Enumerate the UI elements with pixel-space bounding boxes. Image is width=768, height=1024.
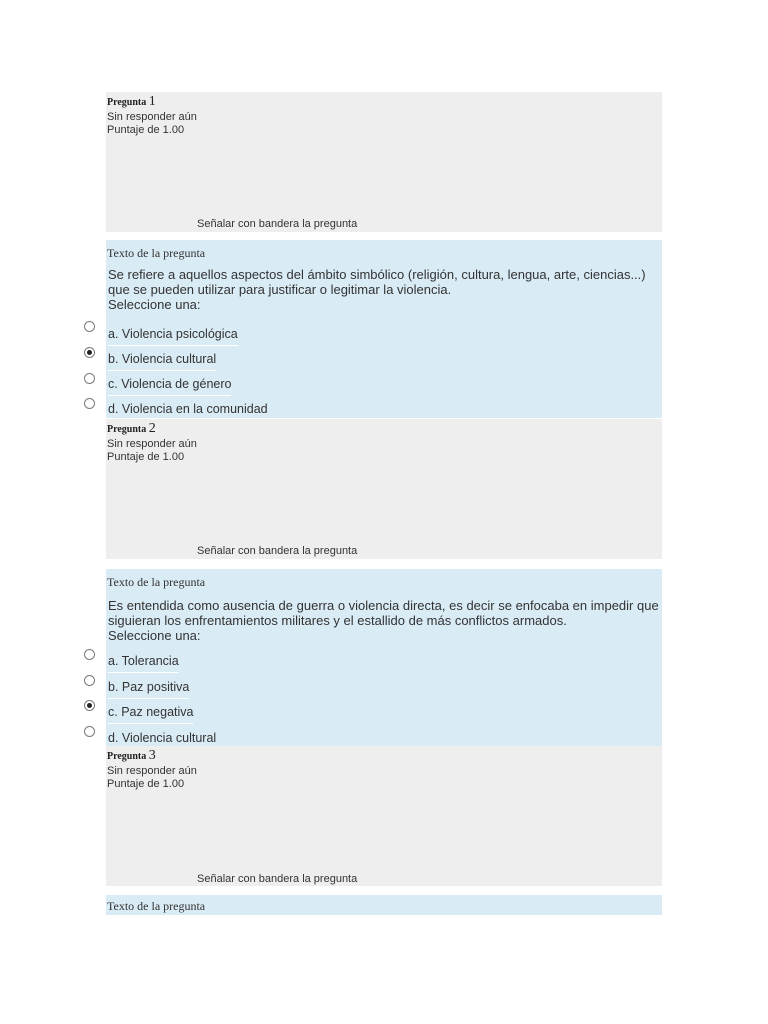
question-status: Sin responder aún	[107, 765, 197, 777]
question-text	[108, 598, 660, 643]
select-one-prompt: Seleccione una:	[108, 628, 201, 643]
answer-option-d[interactable]: d. Violencia cultural	[108, 731, 216, 750]
question-text-body: Se refiere a aquellos aspectos del ámbito simbólico (religión, cultura, lengua, arte, ciencias...) que se pueden utilizar para justificar o legitimar la violencia.	[108, 267, 646, 297]
question-content-1	[106, 240, 662, 418]
question-info-1	[106, 92, 662, 232]
question-heading	[107, 94, 156, 110]
question-number: 1	[148, 94, 156, 109]
radio-option-a[interactable]	[84, 649, 95, 660]
question-info-2	[106, 419, 662, 559]
radio-option-d[interactable]	[84, 398, 95, 409]
radio-option-d[interactable]	[84, 726, 95, 737]
question-label: Pregunta	[107, 751, 147, 762]
answer-option-c[interactable]: c. Violencia de género	[108, 377, 231, 396]
radio-option-b[interactable]	[84, 675, 95, 686]
question-label: Pregunta	[107, 97, 147, 108]
question-number: 3	[148, 748, 156, 763]
question-number: 2	[148, 421, 156, 436]
question-status: Sin responder aún	[107, 111, 197, 123]
flag-question-link[interactable]: Señalar con bandera la pregunta	[197, 873, 358, 885]
answer-option-a[interactable]: a. Violencia psicológica	[108, 327, 238, 346]
question-score: Puntaje de 1.00	[107, 451, 185, 463]
question-score: Puntaje de 1.00	[107, 778, 185, 790]
radio-option-b[interactable]	[84, 347, 95, 358]
question-label: Pregunta	[107, 424, 147, 435]
answer-option-a[interactable]: a. Tolerancia	[108, 654, 179, 673]
answer-option-c[interactable]: c. Paz negativa	[108, 705, 193, 724]
question-content-2	[106, 569, 662, 746]
flag-question-link[interactable]: Señalar con bandera la pregunta	[197, 218, 358, 230]
radio-option-c[interactable]	[84, 700, 95, 711]
select-one-prompt: Seleccione una:	[108, 297, 201, 312]
question-text-body: Es entendida como ausencia de guerra o violencia directa, es decir se enfocaba en impedir que siguieran los enfrentamientos militares y el estallido de más conflictos armados.	[108, 598, 659, 628]
answer-option-b[interactable]: b. Violencia cultural	[108, 352, 216, 371]
radio-option-c[interactable]	[84, 373, 95, 384]
question-text-title: Texto de la pregunta	[107, 899, 206, 913]
question-content-3	[106, 895, 662, 915]
question-heading	[107, 748, 156, 764]
question-text-title: Texto de la pregunta	[107, 246, 206, 260]
answer-option-b[interactable]: b. Paz positiva	[108, 680, 189, 699]
question-score: Puntaje de 1.00	[107, 124, 185, 136]
question-heading	[107, 421, 156, 437]
question-text	[108, 267, 660, 312]
question-status: Sin responder aún	[107, 438, 197, 450]
answer-option-d[interactable]: d. Violencia en la comunidad	[108, 402, 268, 421]
radio-option-a[interactable]	[84, 321, 95, 332]
flag-question-link[interactable]: Señalar con bandera la pregunta	[197, 545, 358, 557]
question-text-title: Texto de la pregunta	[107, 575, 206, 589]
question-info-3	[106, 746, 662, 886]
